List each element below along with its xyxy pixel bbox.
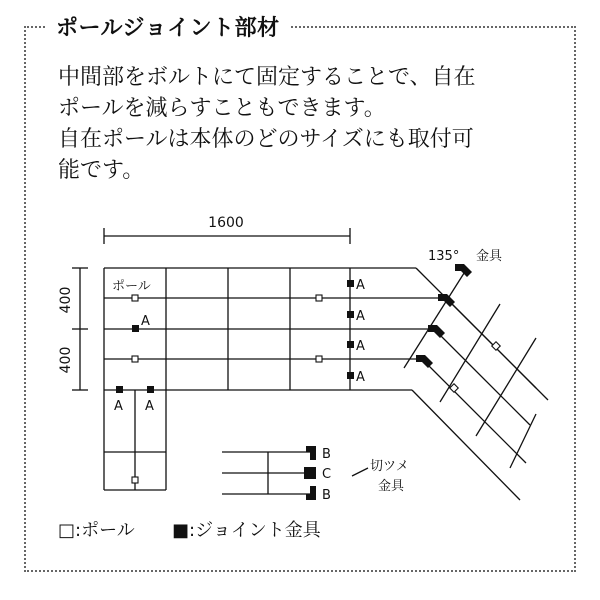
a-label: A	[356, 370, 365, 385]
dim-height-top-label: 400	[58, 286, 74, 314]
pole-marker	[316, 295, 322, 301]
joint-marker	[132, 325, 139, 332]
leader-line-1	[352, 468, 368, 476]
b-label-top: B	[322, 447, 331, 462]
a-label: A	[114, 399, 123, 414]
pole-marker	[132, 295, 138, 301]
description-line-3: 自在ポールは本体のどのサイズにも取付可	[58, 127, 474, 152]
wing-inner-edge	[412, 390, 520, 500]
pole-marker	[316, 356, 322, 362]
c-label: C	[322, 467, 332, 482]
joint-marker	[347, 280, 354, 287]
a-label: A	[141, 314, 150, 329]
a-label: A	[356, 278, 365, 293]
cut-claw-label-line2: 金具	[378, 479, 405, 494]
wing-cross-1	[404, 270, 466, 368]
bent-fitting-135	[416, 355, 433, 368]
joint-marker	[347, 311, 354, 318]
description-line-1: 中間部をボルトにて固定することで、自在	[58, 65, 476, 90]
description-line-4: 能です。	[58, 158, 145, 183]
joint-marker	[347, 341, 354, 348]
wing-diag-3	[422, 359, 526, 463]
wing-cross-2	[440, 304, 500, 402]
cut-claw-fitting-c	[304, 467, 316, 479]
bent-fitting-135	[428, 325, 445, 338]
description-line-2: ポールを減らすこともできます。	[58, 96, 386, 121]
a-label: A	[145, 399, 154, 414]
cut-claw-label-line1: 切ツメ	[370, 459, 409, 474]
dim-width-label: 1600	[208, 215, 244, 231]
section-title: ポールジョイント部材	[46, 14, 290, 44]
cut-claw-fitting-b-top	[306, 446, 316, 460]
pole-marker	[492, 342, 500, 350]
wing-diag-2	[434, 329, 530, 425]
pole-label: ポール	[112, 279, 151, 294]
fitting-label: 金具	[476, 249, 503, 264]
legend-joint: ■:ジョイント金具	[172, 520, 321, 541]
a-label: A	[356, 309, 365, 324]
dim-height-bottom-label: 400	[58, 346, 74, 374]
joint-marker	[116, 386, 123, 393]
cut-claw-fitting-b-bottom	[306, 486, 316, 500]
a-label: A	[356, 339, 365, 354]
wing-diag-1	[446, 298, 536, 388]
angle-label: 135°	[428, 249, 460, 264]
pole-marker	[132, 356, 138, 362]
joint-marker	[147, 386, 154, 393]
legend-pole: □:ポール	[58, 520, 135, 541]
joint-marker	[347, 372, 354, 379]
pole-marker	[132, 477, 138, 483]
b-label-bottom: B	[322, 488, 331, 503]
